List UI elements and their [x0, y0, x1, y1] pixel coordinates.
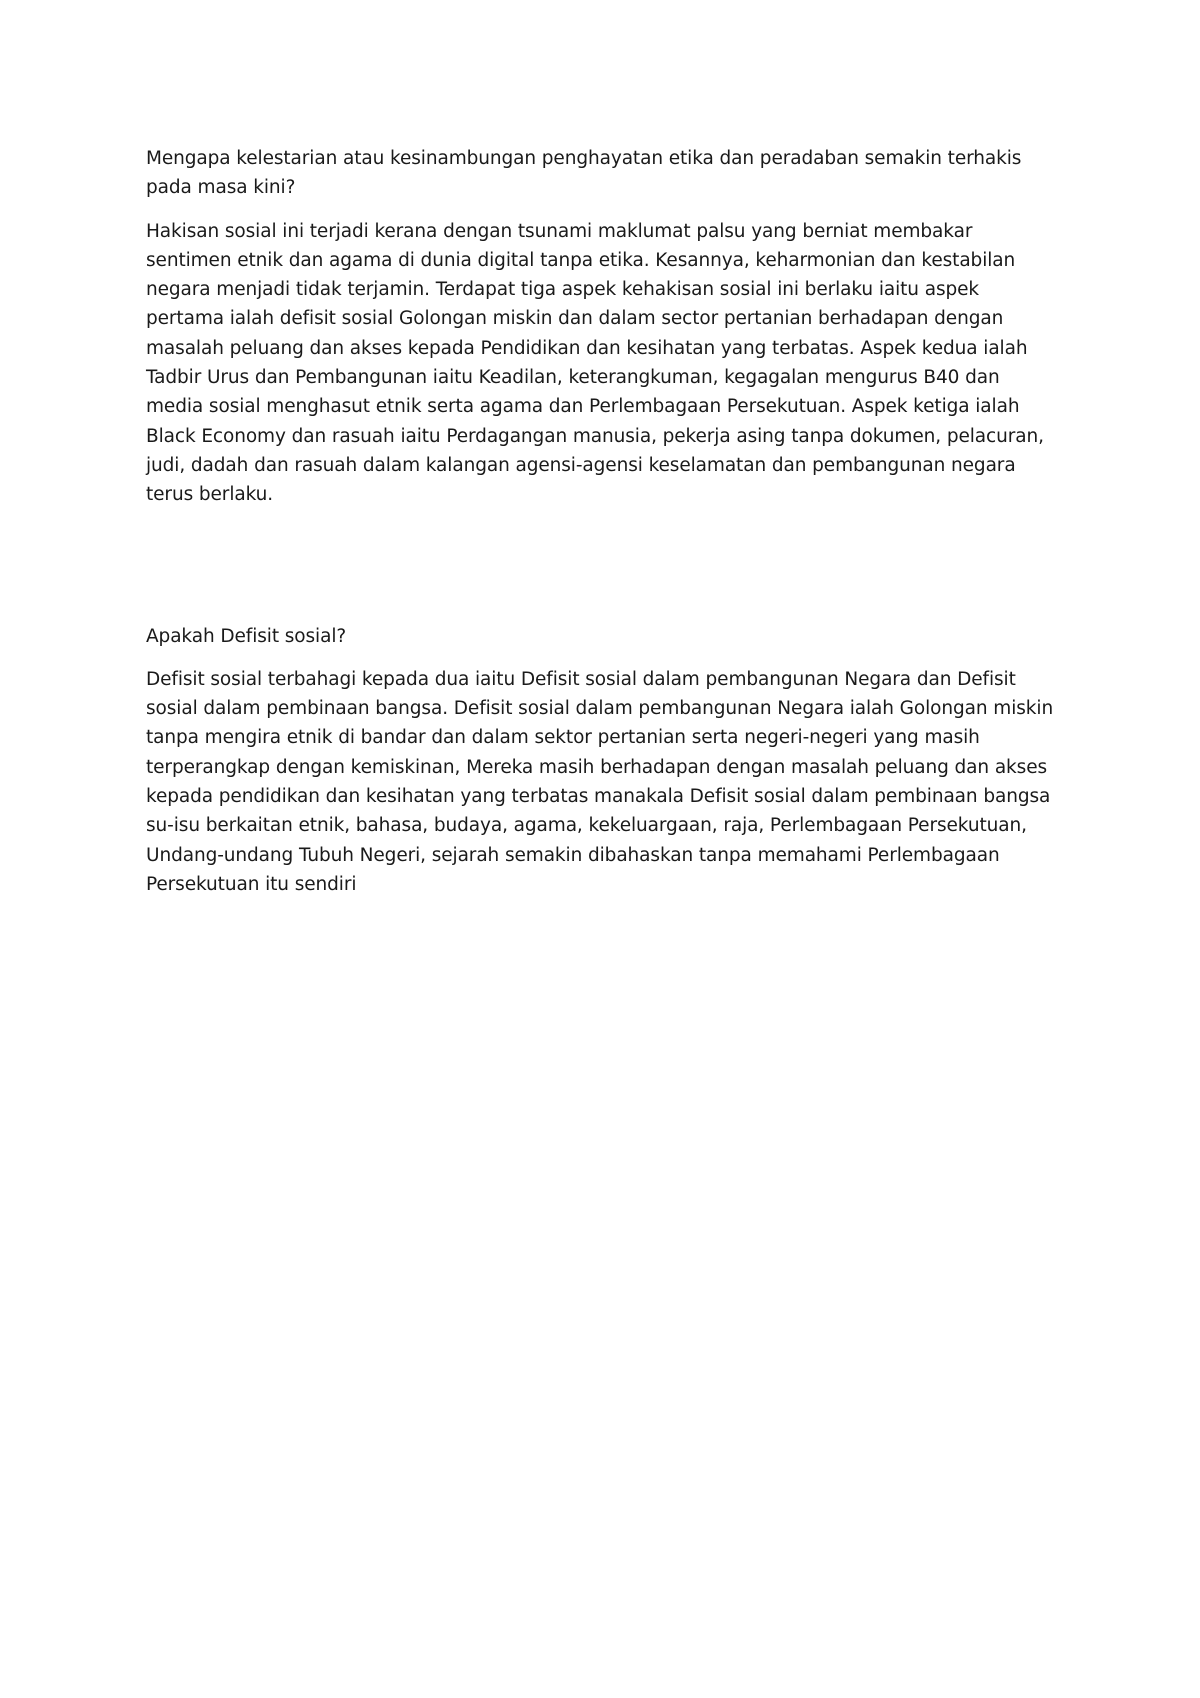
question-heading-1: Mengapa kelestarian atau kesinambungan penghayatan etika dan peradaban semakin terhakis pada masa kini? — [146, 148, 1022, 199]
section-spacer — [146, 524, 1058, 622]
answer-paragraph-2: Defisit sosial terbahagi kepada dua iaitu Defisit sosial dalam pembangunan Negara dan Defisit sosial dalam pembinaan bangsa. Defisit sosial dalam pembangunan Negara ialah Golongan miskin tanpa mengira etnik di bandar dan dalam sektor pertanian serta negeri-negeri yang masih terperangkap dengan kemiskinan, Mereka masih berhadapan dengan masalah peluang dan akses kepada pendidikan dan kesihatan yang terbatas manakala Defisit sosial dalam pembinaan bangsa su-isu berkaitan etnik, bahasa, budaya, agama, kekeluargaan, raja, Perlembagaan Persekutuan, Undang-undang Tubuh Negeri, sejarah semakin dibahaskan tanpa memahami Perlembagaan Persekutuan itu sendiri — [146, 668, 1054, 895]
question-heading-2: Apakah Defisit sosial? — [146, 625, 347, 647]
answer-paragraph-1: Hakisan sosial ini terjadi kerana dengan tsunami maklumat palsu yang berniat membakar sentimen etnik dan agama di dunia digital tanpa etika. Kesannya, keharmonian dan kestabilan negara menjadi tidak terjamin. Terdapat tiga aspek kehakisan sosial ini berlaku iaitu aspek pertama ialah defisit sosial Golongan miskin dan dalam sector pertanian berhadapan dengan masalah peluang dan akses kepada Pendidikan dan kesihatan yang terbatas. Aspek kedua ialah Tadbir Urus dan Pembangunan iaitu Keadilan, keterangkuman, kegagalan mengurus B40 dan media sosial menghasut etnik serta agama dan Perlembagaan Persekutuan. Aspek ketiga ialah Black Economy dan rasuah iaitu Perdagangan manusia, pekerja asing tanpa dokumen, pelacuran, judi, dadah dan rasuah dalam kalangan agensi-agensi keselamatan dan pembangunan negara terus berlaku. — [146, 220, 1044, 506]
